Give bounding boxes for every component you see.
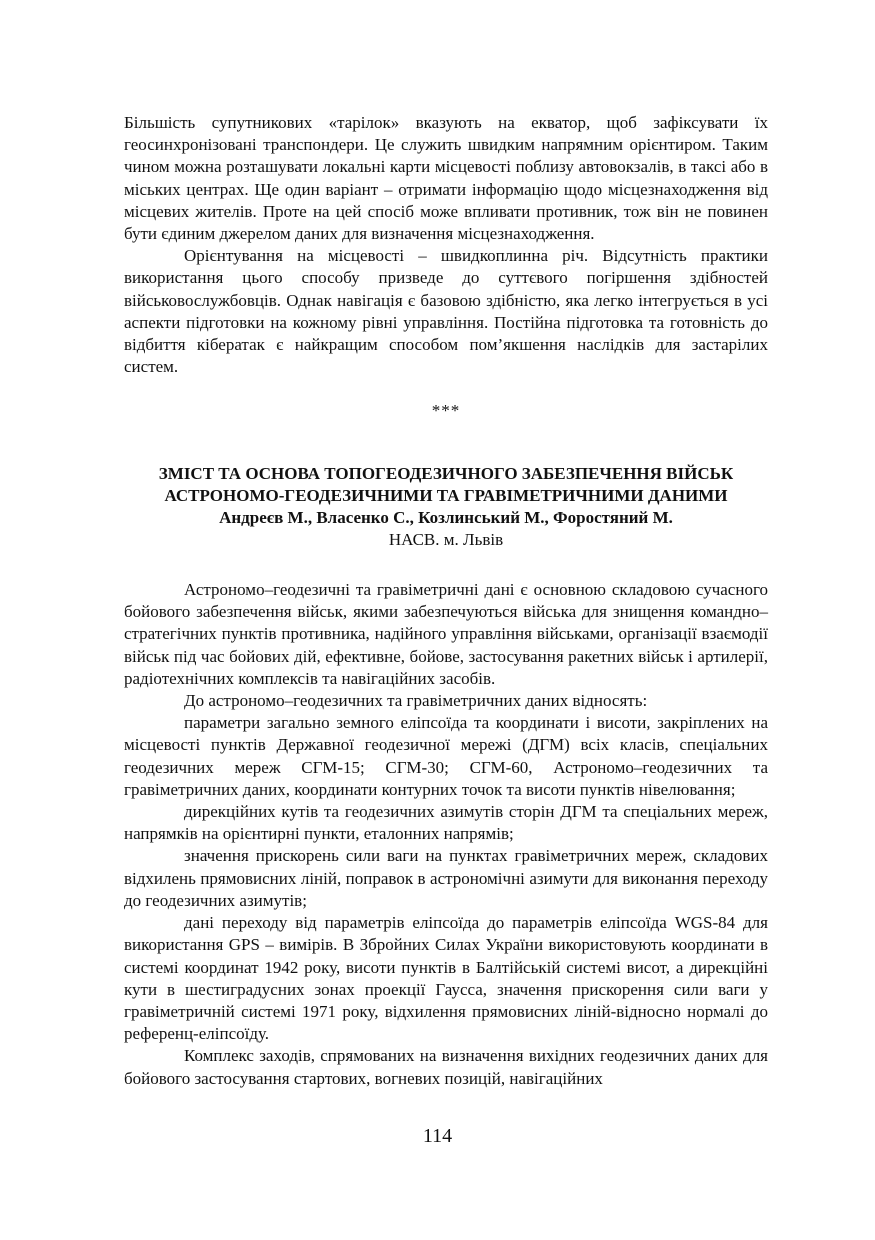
article-authors: Андреєв М., Власенко С., Козлинський М., Форостяний М. <box>219 507 673 527</box>
list-item: дирекційних кутів та геодезичних азимутів сторін ДГМ та спеціальних мереж, напрямків на орієнтирні пункти, еталонних напрямів; <box>124 802 768 844</box>
page-content <box>124 112 768 1090</box>
article-title <box>124 463 768 507</box>
article-title-line: АСТРОНОМО-ГЕОДЕЗИЧНИМИ ТА ГРАВІМЕТРИЧНИМИ ДАНИМИ <box>164 485 728 505</box>
paragraph: Орієнтування на місцевості – швидкоплинна річ. Відсутність практики використання цього способу призведе до суттєвого погіршення здібностей військовослужбовців. Однак навігація є базовою здібністю, яка легко інтегрується в усі аспекти підготовки на кожному рівні управління. Постійна підготовка та готовність до відбиття кібератак є найкращим способом пом’якшення наслідків для застарілих систем. <box>124 246 768 377</box>
section-separator: *** <box>431 401 461 421</box>
paragraph: Астрономо–геодезичні та гравіметричні дані є основною складовою сучасного бойового забезпечення військ, якими забезпечуються війська для знищення командно–стратегічних пунктів противника, надійного управління військами, організації взаємодії військ під час бойових дій, ефективне, бойове, застосування ракетних військ і артилерії, радіотехнічних комплексів та навігаційних засобів. <box>124 580 768 688</box>
paragraph: Більшість супутникових «тарілок» вказують на екватор, щоб зафіксувати їх геосинхронізовані транспондери. Це служить швидким напрямним орієнтиром. Таким чином можна розташувати локальні карти місцевості поблизу автовокзалів, в таксі або в міських центрах. Ще один варіант – отримати інформацію щодо місцезнаходження від місцевих жителів. Проте на цей спосіб може впливати противник, тож він не повинен бути єдиним джерелом даних для визначення місцезнаходження. <box>124 113 768 244</box>
article-affiliation: НАСВ. м. Львів <box>388 529 504 549</box>
page-number: 114 <box>422 1125 453 1147</box>
list-item: параметри загально земного еліпсоїда та координати і висоти, закріплених на місцевості пунктів Державної геодезичної мережі (ДГМ) всіх класів, спеціальних геодезичних мереж СГМ-15; СГМ-30; СГМ-60, Астрономо–геодезичних та гравіметричних даних, координати контурних точок та висоти пунктів нівелювання; <box>124 713 768 799</box>
list-item: значення прискорень сили ваги на пунктах гравіметричних мереж, складових відхилень прямовисних ліній, поправок в астрономічні азимути для виконання переходу до геодезичних азимутів; <box>124 846 768 910</box>
article-title-line: ЗМІСТ ТА ОСНОВА ТОПОГЕОДЕЗИЧНОГО ЗАБЕЗПЕЧЕННЯ ВІЙСЬК <box>158 463 734 483</box>
list-item: дані переходу від параметрів еліпсоїда до параметрів еліпсоїда WGS-84 для використання GPS – вимірів. В Збройних Силах України використовують координати в системі координат 1942 року, висоти пунктів в Балтійській системі висот, а дирекційні кути в шестиградусних зонах проекції Гаусса, значення прискорення сили ваги у гравіметричній системі 1971 року, відхилення прямовисних ліній-відносно нормалі до референц-еліпсоїду. <box>124 913 768 1044</box>
paragraph: До астрономо–геодезичних та гравіметричних даних відносять: <box>184 691 648 711</box>
paragraph: Комплекс заходів, спрямованих на визначення вихідних геодезичних даних для бойового застосування стартових, вогневих позицій, навігаційних <box>124 1046 768 1088</box>
